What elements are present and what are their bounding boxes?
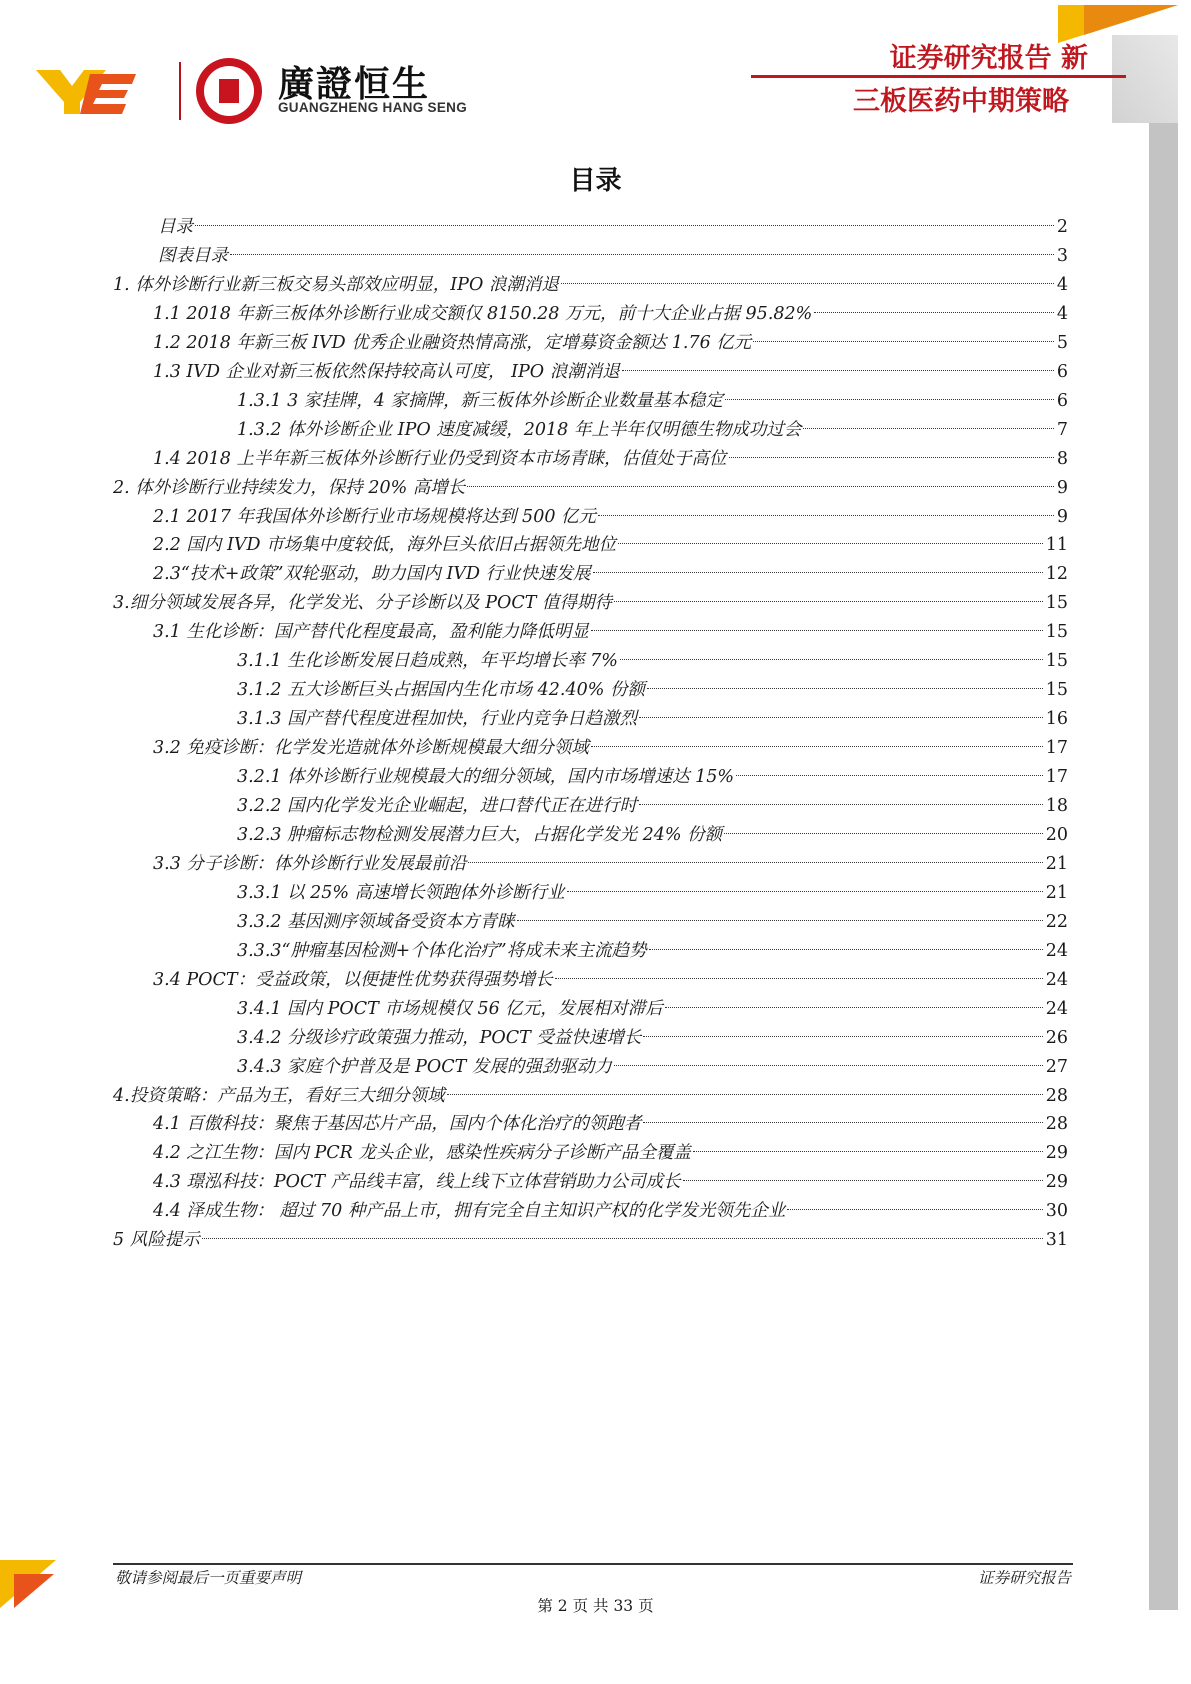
toc-entry-title: 1.3 IVD 企业对新三板依然保持较高认可度， IPO 浪潮消退 (153, 361, 620, 382)
toc-leader-dots (643, 1036, 1042, 1037)
toc-entry-page: 24 (1045, 998, 1068, 1019)
report-subject-title: 三板医药中期策略 (853, 86, 1069, 117)
toc-entry-page: 22 (1045, 911, 1068, 932)
brand-name-en: GUANGZHENG HANG SENG (278, 100, 468, 115)
toc-entry-page: 28 (1045, 1085, 1068, 1106)
page-number: 第 2 页 共 33 页 (537, 1597, 654, 1615)
page-fold-decoration (1112, 35, 1178, 123)
toc-entry[interactable] (237, 415, 1068, 445)
toc-entry-title: 4.1 百傲科技：聚焦于基因芯片产品，国内个体化治疗的领跑者 (153, 1114, 642, 1135)
toc-leader-dots (614, 1065, 1043, 1066)
toc-entry[interactable] (153, 530, 1068, 560)
toc-entry[interactable] (153, 1109, 1068, 1139)
toc-entry-title: 3.2.1 体外诊断行业规模最大的细分领域，国内市场增速达 15% (237, 767, 735, 788)
toc-entry-page: 9 (1056, 506, 1068, 527)
toc-entry-title: 3.4.3 家庭个护普及是 POCT 发展的强劲驱动力 (237, 1056, 612, 1077)
toc-entry[interactable] (153, 849, 1068, 879)
toc-entry-page: 27 (1045, 1056, 1068, 1077)
toc-entry-title: 1.3.1 3 家挂牌，4 家摘牌，新三板体外诊断企业数量基本稳定 (237, 390, 723, 411)
toc-entry-title: 3.2 免疫诊断：化学发光造就体外诊断规模最大细分领域 (153, 738, 589, 759)
toc-entry[interactable] (153, 1167, 1068, 1197)
toc-entry-page: 28 (1045, 1114, 1068, 1135)
toc-entry-title: 4.3 璟泓科技：POCT 产品线丰富，线上线下立体营销助力公司成长 (153, 1172, 681, 1193)
toc-entry-title: 3.3.2 基因测序领域备受资本方青睐 (237, 911, 515, 932)
footer-rule (113, 1563, 1073, 1565)
toc-entry[interactable] (237, 704, 1068, 734)
toc-entry-page: 9 (1056, 477, 1068, 498)
toc-entry[interactable] (153, 965, 1068, 995)
toc-entry-page: 29 (1045, 1172, 1068, 1193)
toc-entry[interactable] (153, 357, 1068, 387)
toc-entry[interactable] (237, 907, 1068, 937)
toc-entry[interactable] (237, 646, 1068, 676)
toc-entry-page: 2 (1056, 217, 1068, 237)
top-corner-decoration-accent (1084, 5, 1178, 35)
toc-entry-title: 1.2 2018 年新三板 IVD 优秀企业融资热情高涨，定增募资金额达 1.76 亿元 (153, 332, 752, 353)
toc-entry-page: 6 (1056, 390, 1068, 411)
toc-entry-title: 3.3.1 以 25% 高速增长领跑体外诊断行业 (237, 882, 565, 903)
toc-entry-page: 26 (1045, 1027, 1068, 1048)
toc-entry-title: 3.1 生化诊断：国产替代化程度最高，盈利能力降低明显 (153, 622, 589, 643)
toc-leader-dots (725, 399, 1054, 400)
toc-entry-title: 2.2 国内 IVD 市场集中度较低，海外巨头依旧占据领先地位 (153, 535, 617, 556)
toc-entry[interactable] (237, 878, 1068, 908)
toc-entry[interactable] (153, 444, 1068, 474)
toc-leader-dots (467, 486, 1054, 487)
toc-entry-title: 3.1.1 生化诊断发展日趋成熟，年平均增长率 7% (237, 651, 618, 672)
toc-entry-title: 4.2 之江生物：国内 PCR 龙头企业，感染性疾病分子诊断产品全覆盖 (153, 1143, 691, 1164)
toc-leader-dots (614, 601, 1043, 602)
toc-entry-page: 5 (1056, 332, 1068, 353)
toc-entry[interactable] (153, 328, 1068, 358)
toc-leader-dots (555, 978, 1043, 979)
toc-entry-title: 2.1 2017 年我国体外诊断行业市场规模将达到 500 亿元 (153, 506, 597, 527)
toc-entry[interactable] (158, 241, 1068, 271)
toc-entry-title: 3.4.1 国内 POCT 市场规模仅 56 亿元，发展相对滞后 (237, 998, 663, 1019)
toc-entry-page: 4 (1056, 274, 1068, 295)
toc-entry[interactable] (113, 270, 1068, 300)
toc-entry-title: 1.4 2018 上半年新三板体外诊断行业仍受到资本市场青睐，估值处于高位 (153, 448, 727, 469)
toc-leader-dots (591, 746, 1043, 747)
toc-leader-dots (649, 949, 1043, 950)
toc-entry-page: 7 (1056, 419, 1068, 440)
toc-heading: 目录 (569, 166, 622, 196)
toc-entry-page: 17 (1045, 738, 1068, 759)
toc-entry-page: 20 (1045, 824, 1068, 845)
toc-entry[interactable] (113, 473, 1068, 503)
toc-entry[interactable] (153, 502, 1068, 532)
toc-leader-dots (620, 659, 1043, 660)
toc-leader-dots (593, 572, 1043, 573)
toc-leader-dots (622, 370, 1054, 371)
report-type-title: 证券研究报告 新 (889, 43, 1088, 74)
toc-entry-title: 3.1.2 五大诊断巨头占据国内生化市场 42.40% 份额 (237, 680, 645, 701)
toc-leader-dots (468, 862, 1042, 863)
toc-entry-page: 30 (1045, 1201, 1068, 1222)
toc-leader-dots (561, 283, 1054, 284)
toc-entry-title: 3.细分领域发展各异，化学发光、分子诊断以及 POCT 值得期待 (113, 593, 613, 614)
toc-entry-title: 3.2.3 肿瘤标志物检测发展潜力巨大，占据化学发光 24% 份额 (237, 824, 723, 845)
toc-entry-page: 18 (1045, 796, 1068, 816)
toc-entry-page: 3 (1056, 245, 1068, 266)
toc-entry-page: 6 (1056, 361, 1068, 382)
toc-entry[interactable] (113, 588, 1068, 618)
toc-entry-title: 4.4 泽成生物： 超过 70 种产品上市，拥有完全自主知识产权的化学发光领先企业 (153, 1201, 786, 1222)
toc-entry-page: 16 (1045, 709, 1068, 730)
footer-disclaimer: 敬请参阅最后一页重要声明 (115, 1569, 302, 1587)
toc-entry-page: 11 (1045, 535, 1068, 556)
toc-entry[interactable] (237, 791, 1068, 821)
toc-entry-title: 3.2.2 国内化学发光企业崛起，进口替代正在进行时 (237, 796, 638, 816)
toc-entry-title: 3.1.3 国产替代程度进程加快，行业内竞争日趋激烈 (237, 709, 638, 730)
toc-leader-dots (787, 1209, 1042, 1210)
toc-leader-dots (729, 457, 1054, 458)
toc-entry[interactable] (237, 675, 1068, 705)
toc-leader-dots (517, 920, 1043, 921)
toc-leader-dots (447, 1094, 1043, 1095)
footer-report-label: 证券研究报告 (977, 1569, 1071, 1587)
toc-entry[interactable] (153, 559, 1068, 589)
toc-entry-page: 24 (1045, 940, 1068, 961)
toc-entry[interactable] (237, 820, 1068, 850)
toc-leader-dots (803, 428, 1054, 429)
toc-entry-page: 15 (1045, 680, 1068, 701)
toc-leader-dots (683, 1180, 1043, 1181)
toc-entry-page: 21 (1045, 882, 1068, 903)
toc-entry[interactable] (113, 1225, 1068, 1255)
brand-name-cn: 廣證恒生 (278, 64, 431, 105)
toc-entry-page: 17 (1045, 767, 1068, 788)
toc-entry[interactable] (237, 994, 1068, 1024)
toc-leader-dots (202, 1238, 1043, 1239)
logo-separator (179, 62, 181, 120)
toc-entry[interactable] (153, 733, 1068, 763)
toc-entry[interactable] (237, 762, 1068, 792)
toc-leader-dots (643, 1122, 1042, 1123)
seal-logo-icon (196, 58, 262, 124)
toc-entry-page: 21 (1045, 853, 1068, 874)
toc-leader-dots (736, 775, 1043, 776)
toc-entry-title: 图表目录 (158, 245, 228, 266)
toc-entry-title: 3.4.2 分级诊疗政策强力推动，POCT 受益快速增长 (237, 1027, 642, 1048)
toc-entry-page: 29 (1045, 1143, 1068, 1164)
ye-logo-icon (36, 64, 136, 114)
toc-entry-page: 12 (1045, 564, 1068, 585)
toc-entry[interactable] (153, 617, 1068, 647)
toc-entry[interactable] (158, 212, 1068, 242)
toc-entry-page: 8 (1056, 448, 1068, 469)
toc-entry-page: 4 (1056, 303, 1068, 324)
right-side-band (1149, 118, 1178, 1610)
toc-leader-dots (693, 1151, 1043, 1152)
toc-entry-title: 1.3.2 体外诊断企业 IPO 速度减缓，2018 年上半年仅明德生物成功过会 (237, 419, 802, 440)
toc-entry-page: 15 (1045, 622, 1068, 643)
toc-leader-dots (567, 891, 1043, 892)
toc-entry-title: 目录 (158, 217, 193, 237)
toc-entry-title: 5 风险提示 (113, 1230, 200, 1251)
toc-entry[interactable] (237, 1052, 1068, 1082)
toc-leader-dots (814, 312, 1054, 313)
toc-entry-page: 24 (1045, 969, 1068, 990)
toc-entry-title: 2.3“技术+政策”双轮驱动，助力国内 IVD 行业快速发展 (153, 564, 591, 585)
toc-entry-title: 3.3 分子诊断：体外诊断行业发展最前沿 (153, 853, 467, 874)
toc-leader-dots (753, 341, 1054, 342)
toc-leader-dots (639, 717, 1043, 718)
toc-entry-page: 15 (1045, 593, 1068, 614)
toc-leader-dots (665, 1007, 1043, 1008)
toc-entry[interactable] (153, 1138, 1068, 1168)
toc-entry-title: 2. 体外诊断行业持续发力，保持 20% 高增长 (113, 477, 466, 498)
toc-entry[interactable] (237, 936, 1068, 966)
header-rule (751, 75, 1126, 78)
toc-leader-dots (598, 515, 1054, 516)
toc-entry-title: 4.投资策略：产品为王，看好三大细分领域 (113, 1085, 445, 1106)
toc-entry-title: 3.3.3“肿瘤基因检测+个体化治疗”将成未来主流趋势 (237, 940, 647, 961)
toc-leader-dots (724, 833, 1043, 834)
toc-leader-dots (647, 688, 1043, 689)
toc-leader-dots (230, 254, 1054, 255)
toc-entry-page: 15 (1045, 651, 1068, 672)
toc-leader-dots (591, 630, 1043, 631)
toc-entry[interactable] (113, 1081, 1068, 1111)
toc-entry-title: 3.4 POCT：受益政策，以便捷性优势获得强势增长 (153, 969, 553, 990)
toc-leader-dots (195, 225, 1054, 226)
toc-leader-dots (639, 804, 1043, 805)
toc-entry-page: 31 (1045, 1230, 1068, 1251)
toc-entry-title: 1. 体外诊断行业新三板交易头部效应明显，IPO 浪潮消退 (113, 274, 559, 295)
toc-leader-dots (618, 543, 1043, 544)
toc-entry[interactable] (153, 299, 1068, 329)
toc-entry[interactable] (153, 1196, 1068, 1226)
toc-entry-title: 1.1 2018 年新三板体外诊断行业成交额仅 8150.28 万元，前十大企业占据 95.82% (153, 303, 813, 324)
toc-entry[interactable] (237, 386, 1068, 416)
toc-entry[interactable] (237, 1023, 1068, 1053)
